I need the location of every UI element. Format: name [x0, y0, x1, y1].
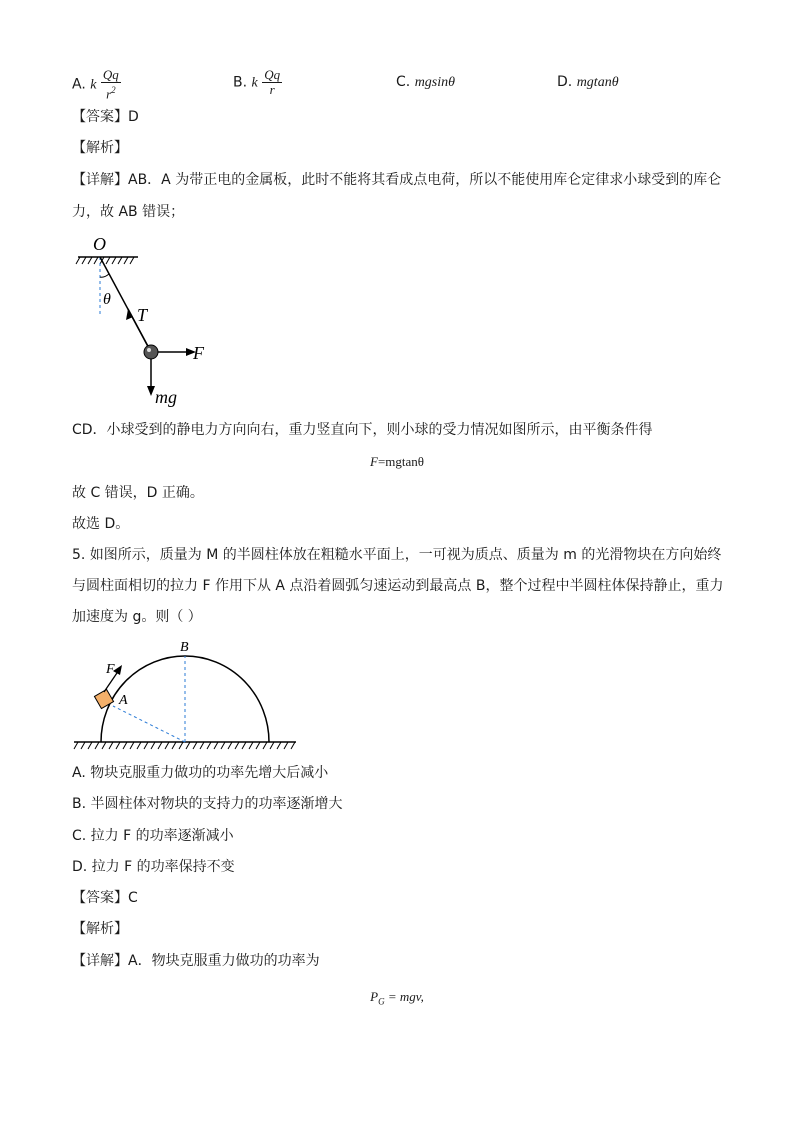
label-a: A [119, 693, 128, 708]
block [94, 689, 113, 708]
conclusion-line: 故 C 错误，D 正确。 [72, 485, 204, 501]
fraction-b: $\frac{Qq}{r}$ [264, 67, 281, 97]
pendulum-figure [70, 232, 220, 412]
q5-option-d: D. 拉力 F 的功率保持不变 [72, 859, 235, 875]
q5-option-b: B. 半圆柱体对物块的支持力的功率逐渐增大 [72, 796, 343, 812]
analysis-label-2: 【解析】 [72, 921, 128, 937]
label-f2: F [106, 662, 115, 677]
choose-line: 故选 D。 [72, 516, 130, 532]
detail-1-line-1: 【详解】AB．A 为带正电的金属板，此时不能将其看成点电荷，所以不能使用库仑定律求小球受到的库仑 [72, 172, 722, 188]
label-t: T [137, 305, 148, 325]
formula-f: F=mgtanθ [369, 454, 424, 469]
answer-line-2: 【答案】C [72, 890, 138, 906]
detail-1-line-2: 力，故 AB 错误； [72, 204, 185, 220]
label-b: B [180, 640, 189, 655]
ball [144, 345, 158, 359]
detail-2-line: 【详解】A．物块克服重力做功的功率为 [72, 953, 320, 969]
label-mg: mg [155, 387, 177, 407]
option-c: C. mgsinθ [396, 74, 456, 90]
label-o: O [93, 234, 106, 254]
q5-option-c: C. 拉力 F 的功率逐渐减小 [72, 828, 234, 844]
label-theta: θ [103, 291, 111, 308]
half-cylinder-figure [70, 634, 310, 752]
q5-option-a: A. 物块克服重力做功的功率先增大后减小 [72, 765, 329, 781]
formula-power: $P_G$ = mgv, [370, 989, 424, 1007]
label-f: F [193, 343, 204, 363]
q5-line-2: 与圆柱面相切的拉力 F 作用下从 A 点沿着圆弧匀速运动到最高点 B，整个过程中半圆柱体保持静止，重力 [72, 578, 724, 594]
option-b: B. k $\frac{Qq}{r}$ [233, 67, 281, 97]
option-d: D. mgtanθ [557, 74, 619, 90]
fraction-a: $\frac{Qq}{r^2}$ [102, 67, 119, 102]
answer-line-1: 【答案】D [72, 109, 139, 125]
q5-line-3: 加速度为 g。则（ ） [72, 609, 202, 625]
analysis-label-1: 【解析】 [72, 140, 128, 156]
q5-line-1: 5. 如图所示，质量为 M 的半圆柱体放在粗糙水平面上，一可视为质点、质量为 m 的光滑物块在方向始终 [72, 547, 722, 563]
option-a: A. k $\frac{Qq}{r^2}$ [72, 67, 119, 102]
cd-line: CD．小球受到的静电力方向向右，重力竖直向下，则小球的受力情况如图所示，由平衡条件得 [72, 422, 653, 438]
